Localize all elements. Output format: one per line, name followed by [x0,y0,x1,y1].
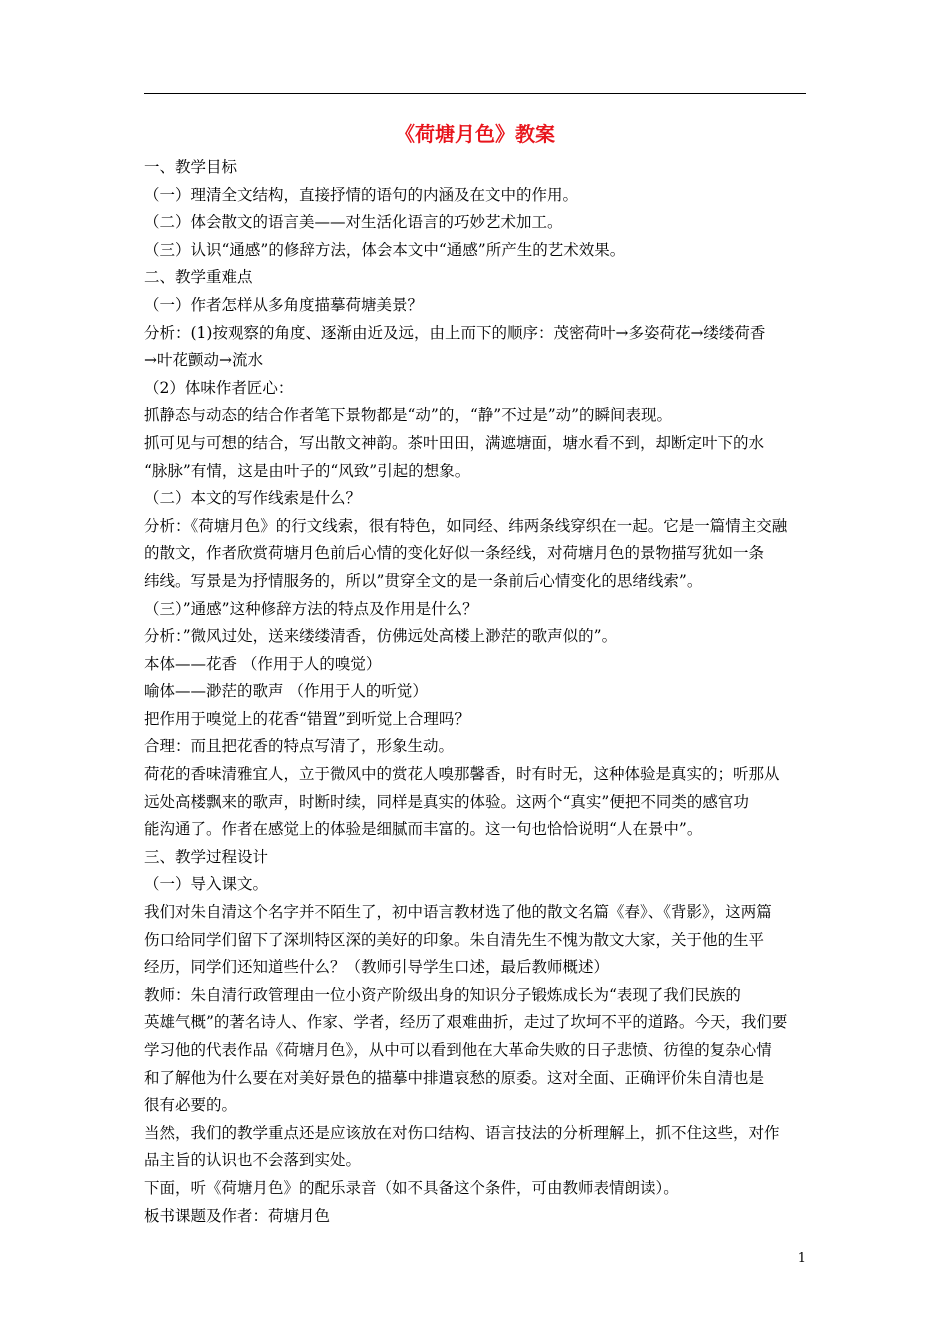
text-line: 板书课题及作者：荷塘月色 [144,1206,331,1225]
text-line: 分析：《荷塘月色》的行文线索，很有特色，如同经、纬两条线穿织在一起。它是一篇情主交融 [144,516,788,535]
header-rule [144,93,806,94]
text-line: 分析：”微风过处，送来缕缕清香，仿佛远处高楼上渺茫的歌声似的”。 [144,627,618,646]
text-line: 的散文，作者欣赏荷塘月色前后心情的变化好似一条经线，对荷塘月色的景物描写犹如一条 [144,544,765,563]
text-line: 合理：而且把花香的特点写清了，形象生动。 [144,737,455,756]
text-line: （三）”通感”这种修辞方法的特点及作用是什么？ [144,599,478,618]
text-line: “脉脉”有情，这是由叶子的“风致”引起的想象。 [144,461,471,480]
text-line: （一）导入课文。 [144,875,269,894]
text-line: 把作用于嗅觉上的花香“错置”到听觉上合理吗？ [144,709,470,728]
document-body [144,154,806,1230]
text-line: （三）认识“通感”的修辞方法，体会本文中“通感”所产生的艺术效果。 [144,240,626,259]
text-line: 当然，我们的教学重点还是应该放在对伤口结构、语言技法的分析理解上，抓不住这些，对作 [144,1123,780,1142]
text-line: 英雄气概”的著名诗人、作家、学者，经历了艰难曲折，走过了坎坷不平的道路。今天，我们要 [144,1013,788,1032]
text-line: 我们对朱自清这个名字并不陌生了，初中语言教材选了他的散文名篇《春》、《背影》，这两篇 [144,903,772,922]
text-line: 一、教学目标 [144,158,238,176]
text-line: →叶花颤动→流水 [144,351,263,370]
text-line: 能沟通了。作者在感觉上的体验是细腻而丰富的。这一句也恰恰说明“人在景中”。 [144,820,703,839]
text-line: 三、教学过程设计 [144,847,269,866]
text-line: 教师：朱自清行政管理由一位小资产阶级出身的知识分子锻炼成长为“表现了我们民族的 [144,985,741,1004]
page-number: 1 [797,1251,806,1266]
text-line: （二）本文的写作线索是什么？ [144,489,362,508]
text-line: 本体——花香 （作用于人的嗅觉） [144,654,382,673]
text-line: 和了解他为什么要在对美好景色的描摹中排遣哀愁的原委。这对全面、正确评价朱自清也是 [144,1068,765,1087]
text-line: 伤口给同学们留下了深圳特区深的美好的印象。朱自清先生不愧为散文大家，关于他的生平 [144,930,765,949]
text-line: 学习他的代表作品《荷塘月色》，从中可以看到他在大革命失败的日子悲愤、彷徨的复杂心情 [144,1041,772,1059]
text-line: 荷花的香味清雅宜人，立于微风中的赏花人嗅那馨香，时有时无，这种体验是真实的；听那从 [144,765,780,784]
text-line: （2）体味作者匠心： [144,378,294,397]
text-line: 纬线。写景是为抒情服务的，所以”贯穿全文的是一条前后心情变化的思绪线索”。 [144,571,703,590]
text-line: 很有必要的。 [144,1096,238,1115]
text-line: （一）理清全文结构，直接抒情的语句的内涵及在文中的作用。 [144,185,579,204]
text-line: 二、教学重难点 [144,268,253,287]
text-line: 抓静态与动态的结合作者笔下景物都是“动”的，“静”不过是”动”的瞬间表现。 [144,406,673,425]
text-line: 远处高楼飘来的歌声，时断时续，同样是真实的体验。这两个“真实”便把不同类的感官功 [144,792,749,811]
document-title: 《荷塘月色》教案 [395,122,555,146]
text-line: （一）作者怎样从多角度描摹荷塘美景？ [144,295,424,314]
text-line: 喻体——渺茫的歌声 （作用于人的听觉） [144,682,428,701]
text-line: （二）体会散文的语言美——对生活化语言的巧妙艺术加工。 [144,213,563,232]
text-line: 品主旨的认识也不会落到实处。 [144,1151,362,1170]
text-line: 抓可见与可想的结合，写出散文神韵。茶叶田田，满遮塘面，塘水看不到，却断定叶下的水 [144,433,765,452]
text-line: 下面，听《荷塘月色》的配乐录音（如不具备这个条件，可由教师表情朗读）。 [144,1178,679,1197]
text-line: 经历，同学们还知道些什么？（教师引导学生口述，最后教师概述） [144,958,610,977]
text-line: 分析：(1)按观察的角度、逐渐由近及远，由上而下的顺序：茂密荷叶→多姿荷花→缕缕荷香 [144,323,766,342]
